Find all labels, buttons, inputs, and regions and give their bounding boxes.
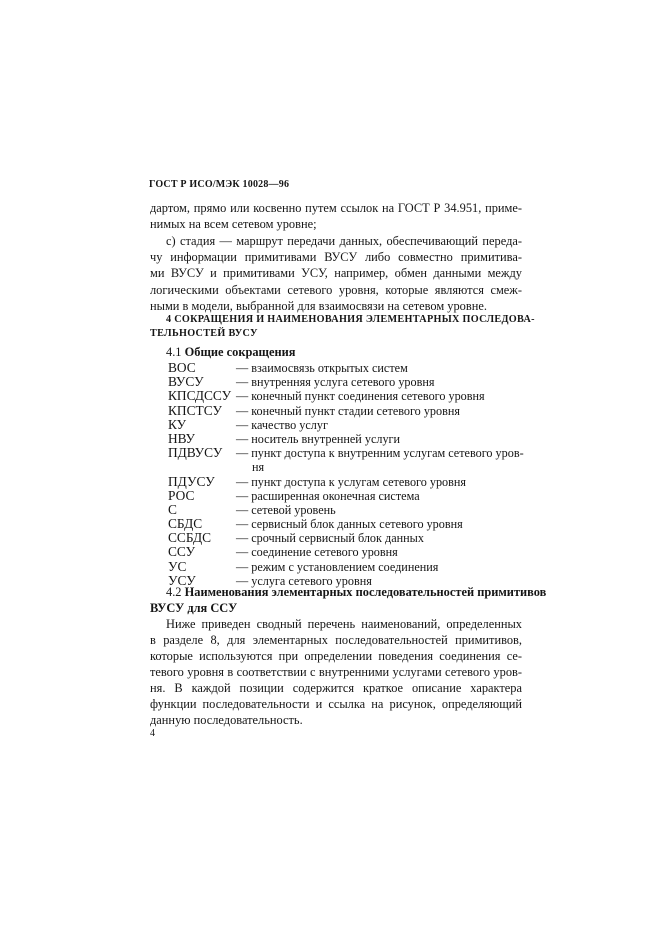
abbreviation-term: КУ	[168, 416, 187, 432]
text-line: чу информации примитивами ВУСУ либо совместно примитива-	[150, 250, 522, 265]
abbreviation-definition: — конечный пункт стадии сетевого уровня	[236, 403, 460, 418]
section-42	[150, 584, 547, 728]
abbreviation-definition: — пункт доступа к услугам сетевого уровня	[236, 474, 467, 489]
abbreviation-term: КПСДССУ	[168, 388, 232, 404]
abbreviation-list	[166, 361, 526, 588]
text-line: ми ВУСУ и примитивами УСУ, например, обмен данными между	[150, 266, 522, 281]
intro-paragraph	[150, 200, 522, 232]
text-line: дартом, прямо или косвенно путем ссылок на ГОСТ Р 34.951, приме-	[150, 201, 522, 215]
abbreviation-definition-continued: ня	[252, 460, 265, 475]
section-title: Общие сокращения	[184, 345, 296, 359]
text-line: с) стадия — маршрут передачи данных, обеспечивающий переда-	[166, 234, 522, 248]
abbreviation-row	[166, 404, 526, 418]
section-title-line: ТЕЛЬНОСТЕЙ ВУСУ	[150, 327, 258, 339]
abbreviation-term: ССУ	[168, 544, 196, 560]
abbreviation-row	[166, 475, 526, 489]
text-line: в разделе 8, для элементарных последовательностей примитивов,	[150, 633, 522, 647]
abbreviation-definition: — сетевой уровень	[236, 502, 336, 517]
section-42-heading-line	[150, 584, 547, 600]
section-41-heading	[166, 344, 296, 360]
text-line: нимых на всем сетевом уровне;	[150, 217, 317, 232]
abbreviation-definition: — взаимосвязь открытых систем	[236, 361, 408, 375]
abbreviation-definition: — качество услуг	[236, 417, 328, 432]
section-number: 4.2	[166, 585, 182, 599]
text-line: ня. В каждой позиции содержится краткое описание характера	[150, 681, 522, 695]
abbreviation-definition: — расширенная оконечная система	[236, 488, 420, 503]
abbreviation-row	[166, 545, 526, 559]
abbreviation-row	[166, 432, 526, 446]
abbreviation-definition: — соединение сетевого уровня	[236, 545, 398, 560]
text-line: Ниже приведен сводный перечень наименований, определенных	[166, 617, 522, 631]
text-line: ными в модели, выбранной для взаимосвязи на сетевом уровне.	[150, 298, 487, 313]
abbreviation-row	[166, 389, 526, 403]
abbreviation-row	[166, 503, 526, 517]
text-line: данную последовательность.	[150, 713, 303, 727]
abbreviation-row	[166, 560, 526, 574]
section-number: 4.1	[166, 345, 182, 359]
abbreviation-definition: — носитель внутренней услуги	[236, 431, 401, 446]
abbreviation-row	[166, 361, 526, 375]
text-line: логическими объектами сетевого уровня, которые являются смеж-	[150, 282, 522, 297]
abbreviation-term: ВОС	[168, 360, 196, 375]
abbreviation-term: ПДВУСУ	[168, 445, 223, 461]
running-header: ГОСТ Р ИСО/МЭК 10028—96	[149, 179, 290, 190]
abbreviation-definition: — сервисный блок данных сетевого уровня	[236, 517, 463, 532]
abbreviation-term: ВУСУ	[168, 374, 204, 390]
abbreviation-term: УС	[168, 558, 187, 574]
text-line: которые используются при определении поведения соединения се-	[150, 649, 522, 663]
abbreviation-term: КПСТСУ	[168, 402, 222, 418]
item-c-paragraph	[150, 233, 522, 314]
abbreviation-row	[166, 375, 526, 389]
section-title-line: 4 СОКРАЩЕНИЯ И НАИМЕНОВАНИЯ ЭЛЕМЕНТАРНЫХ ПОСЛЕДОВА-	[166, 314, 535, 325]
abbreviation-term: НВУ	[168, 430, 195, 446]
section-42-heading-line	[150, 600, 522, 616]
text-line: функции последовательности и ссылка на рисунок, определяющий	[150, 697, 522, 711]
abbreviation-term: ПДУСУ	[168, 473, 215, 489]
abbreviation-definition: — режим с установлением соединения	[236, 559, 439, 574]
abbreviation-row	[166, 531, 526, 545]
abbreviation-term: РОС	[168, 487, 195, 503]
text-line: тевого уровня в соответствии с внутренними услугами сетевого уров-	[150, 665, 522, 679]
abbreviation-row	[166, 517, 526, 531]
abbreviation-term: УСУ	[168, 572, 196, 588]
abbreviation-term: СБДС	[168, 516, 203, 532]
abbreviation-definition: — срочный сервисный блок данных	[236, 531, 424, 546]
section-4-title	[150, 313, 535, 340]
abbreviation-row	[166, 489, 526, 503]
abbreviation-definition: — внутренняя услуга сетевого уровня	[236, 375, 435, 390]
section-title-continued: ВУСУ для ССУ	[150, 601, 238, 615]
page-number: 4	[150, 728, 155, 739]
abbreviation-definition: — услуга сетевого уровня	[236, 573, 372, 588]
abbreviation-row	[166, 418, 526, 432]
abbreviation-definition: — конечный пункт соединения сетевого уровня	[236, 389, 485, 404]
section-title: Наименования элементарных последовательностей примитивов	[184, 585, 547, 599]
abbreviation-term: ССБДС	[168, 530, 212, 546]
abbreviation-term: С	[168, 501, 177, 517]
abbreviation-definition: — пункт доступа к внутренним услугам сетевого уров-	[236, 446, 524, 461]
abbreviation-row	[166, 446, 526, 474]
